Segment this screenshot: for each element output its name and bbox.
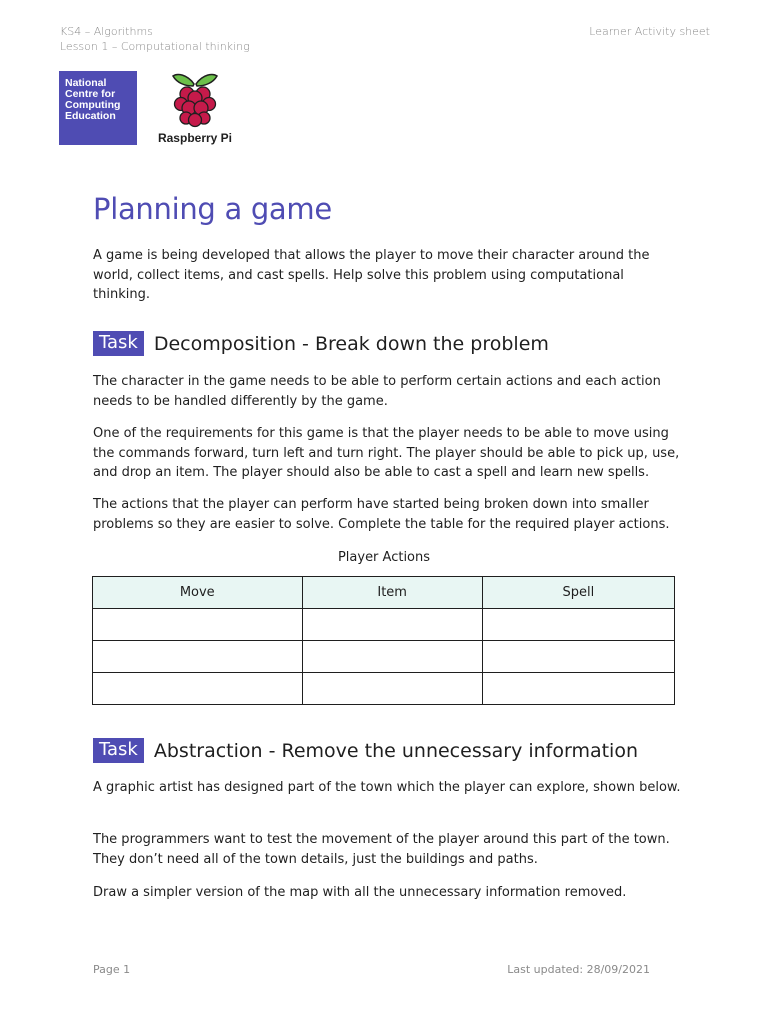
task2-paragraph-1: A graphic artist has designed part of the town which the player can explore, shown below. [93, 780, 681, 795]
table-header-row [93, 577, 675, 609]
table-cell[interactable] [482, 609, 674, 641]
ncce-logo-line: Computing [65, 99, 121, 111]
page-title: Planning a game [93, 192, 332, 226]
lesson-name: Lesson 1 – Computational thinking [60, 40, 250, 53]
column-header-item: Item [302, 577, 482, 609]
doc-type: Learner Activity sheet [589, 25, 710, 38]
table-cell[interactable] [482, 641, 674, 673]
ncce-logo [59, 71, 137, 145]
table-cell[interactable] [302, 641, 482, 673]
task-title: Decomposition - Break down the problem [153, 332, 549, 355]
ncce-logo-line: National [65, 77, 107, 89]
task1-paragraph-2: One of the requirements for this game is that the player needs to be able to move using the commands forward, turn left and turn right. The player should be able to pick up, use, and drop an item. The player should also be able to cast a spell and learn new spells. [93, 426, 680, 480]
table-row [93, 641, 675, 673]
task-title: Abstraction - Remove the unnecessary information [153, 739, 639, 762]
table-cell[interactable] [93, 673, 303, 705]
intro-paragraph: A game is being developed that allows the player to move their character around the world, collect items, and cast spells. Help solve this problem using computational thinking. [93, 248, 650, 302]
task-heading-decomposition [93, 331, 549, 356]
table-cell[interactable] [302, 673, 482, 705]
task1-paragraph-3: The actions that the player can perform have started being broken down into smaller problems so they are easier to solve. Complete the table for the required player actions. [93, 497, 670, 532]
player-actions-table [92, 576, 675, 705]
task1-paragraph-1: The character in the game needs to be able to perform certain actions and each action needs to be handled differently by the game. [93, 374, 661, 409]
page-number: Page 1 [93, 963, 131, 976]
ncce-logo-line: Centre for [65, 88, 116, 100]
raspberry-pi-logo [152, 70, 238, 150]
task2-paragraph-3: Draw a simpler version of the map with all the unnecessary information removed. [93, 885, 627, 900]
last-updated: Last updated: 28/09/2021 [507, 963, 650, 976]
task-badge: Task [93, 331, 144, 356]
task2-paragraph-2: The programmers want to test the movement of the player around this part of the town. They don’t need all of the town details, just the buildings and paths. [93, 832, 670, 867]
table-cell[interactable] [93, 641, 303, 673]
table-caption: Player Actions [337, 550, 431, 565]
table-row [93, 609, 675, 641]
ncce-logo-line: Education [65, 110, 116, 122]
task-badge: Task [93, 738, 144, 763]
table-cell[interactable] [482, 673, 674, 705]
table-cell[interactable] [302, 609, 482, 641]
raspberry-icon [169, 70, 221, 128]
column-header-spell: Spell [482, 577, 674, 609]
task-heading-abstraction [93, 738, 638, 763]
table-cell[interactable] [93, 609, 303, 641]
raspberry-pi-label: Raspberry Pi [157, 131, 233, 145]
table-row [93, 673, 675, 705]
column-header-move: Move [93, 577, 303, 609]
header-left [60, 24, 250, 54]
course-name: KS4 – Algorithms [60, 25, 153, 38]
